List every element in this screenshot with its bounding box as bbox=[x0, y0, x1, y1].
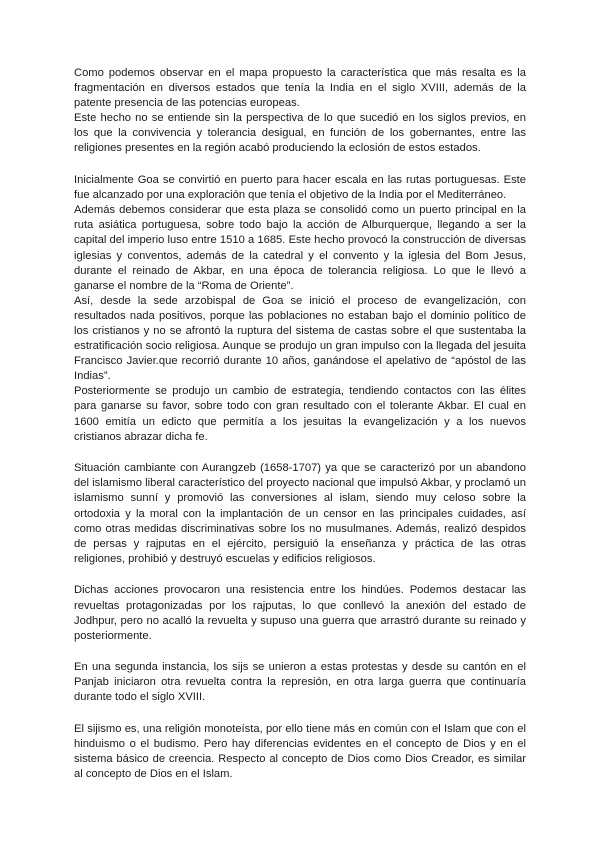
text-line: Como podemos observar en el mapa propuesto la característica que más resalta es la fragmentación en diversos estados que tenía la India en el siglo XVIII, además de la patente presencia de las potencias europeas. bbox=[74, 67, 526, 110]
text-line: El sijismo es, una religión monoteísta, por ello tiene más en común con el Islam que con el hinduismo o el budismo. Pero hay diferencias evidentes en el concepto de Dios y en el sistema básico de creencia. Respecto al concepto de Dios como Dios Creador, es similar al concepto de Dios en el Islam. bbox=[74, 723, 526, 781]
paragraph-sijs bbox=[74, 660, 526, 705]
paragraph-map-intro bbox=[74, 66, 526, 157]
text-line: Inicialmente Goa se convirtió en puerto para hacer escala en las rutas portuguesas. Este fue alcanzado por una exploración que tenía el objetivo de la India por el Mediterráneo. bbox=[74, 174, 526, 202]
paragraph-sijismo bbox=[74, 722, 526, 782]
text-line: Situación cambiante con Aurangzeb (1658-1707) ya que se caracterizó por un abandono del islamismo liberal característico del proyecto nacional que impulsó Akbar, y proclamó un islamismo sunní y promovió las conversiones al islam, siendo muy celoso sobre la ortodoxia y la moral con la implantación de un censor en las principales cuidades, así como otras medidas discriminativas sobre los no musulmanes. Además, realizó despidos de persas y rajputas en el ejército, persiguió la enseñanza y práctica de las otras religiones, prohibió y destruyó escuelas y edificios religiosos. bbox=[74, 462, 526, 565]
paragraph-aurangzeb bbox=[74, 461, 526, 567]
paragraph-resistencia bbox=[74, 583, 526, 643]
text-line: Dichas acciones provocaron una resistencia entre los hindúes. Podemos destacar las revueltas protagonizadas por los rajputas, lo que conllevó la anexión del estado de Jodhpur, pero no acalló la revuelta y supuso una guerra que arrastró durante su reinado y posteriormente. bbox=[74, 584, 526, 642]
text-line: Posteriormente se produjo un cambio de estrategia, tendiendo contactos con las élites para ganarse su favor, sobre todo con gran resultado con el tolerante Akbar. El cual en 1600 emitía un edicto que permitía a los jesuitas la evangelización y a los nuevos cristianos abrazar dicha fe. bbox=[74, 385, 526, 443]
paragraph-goa bbox=[74, 173, 526, 445]
text-line: Este hecho no se entiende sin la perspectiva de lo que sucedió en los siglos previos, en los que la convivencia y tolerancia desigual, en función de los gobernantes, entre las religiones presentes en la región acabó produciendo la eclosión de estos estados. bbox=[74, 112, 526, 155]
text-line: Además debemos considerar que esta plaza se consolidó como un puerto principal en la ruta asiática portuguesa, sobre todo bajo la acción de Alburquerque, llegando a ser la capital del imperio luso entre 1510 a 1685. Este hecho provocó la construcción de diversas iglesias y conventos, además de la catedral y el convento y la iglesia del Bom Jesus, durante el reinado de Akbar, en una época de tolerancia religiosa. Lo que le llevó a ganarse el nombre de la “Roma de Oriente”. bbox=[74, 204, 526, 292]
text-line: En una segunda instancia, los sijs se unieron a estas protestas y desde su cantón en el Panjab iniciaron otra revuelta contra la represión, en otra larga guerra que continuaría durante todo el siglo XVIII. bbox=[74, 661, 526, 704]
text-line: Así, desde la sede arzobispal de Goa se inició el proceso de evangelización, con resultados nada positivos, porque las poblaciones no estaban bajo el dominio político de los cristianos y no se afrontó la ruptura del sistema de castas sobre el que sustentaba la estratificación socio religiosa. Aunque se produjo un gran impulso con la llegada del jesuita Francisco Javier.que recorrió durante 10 años, ganándose el apelativo de “apóstol de las Indias”. bbox=[74, 294, 526, 383]
